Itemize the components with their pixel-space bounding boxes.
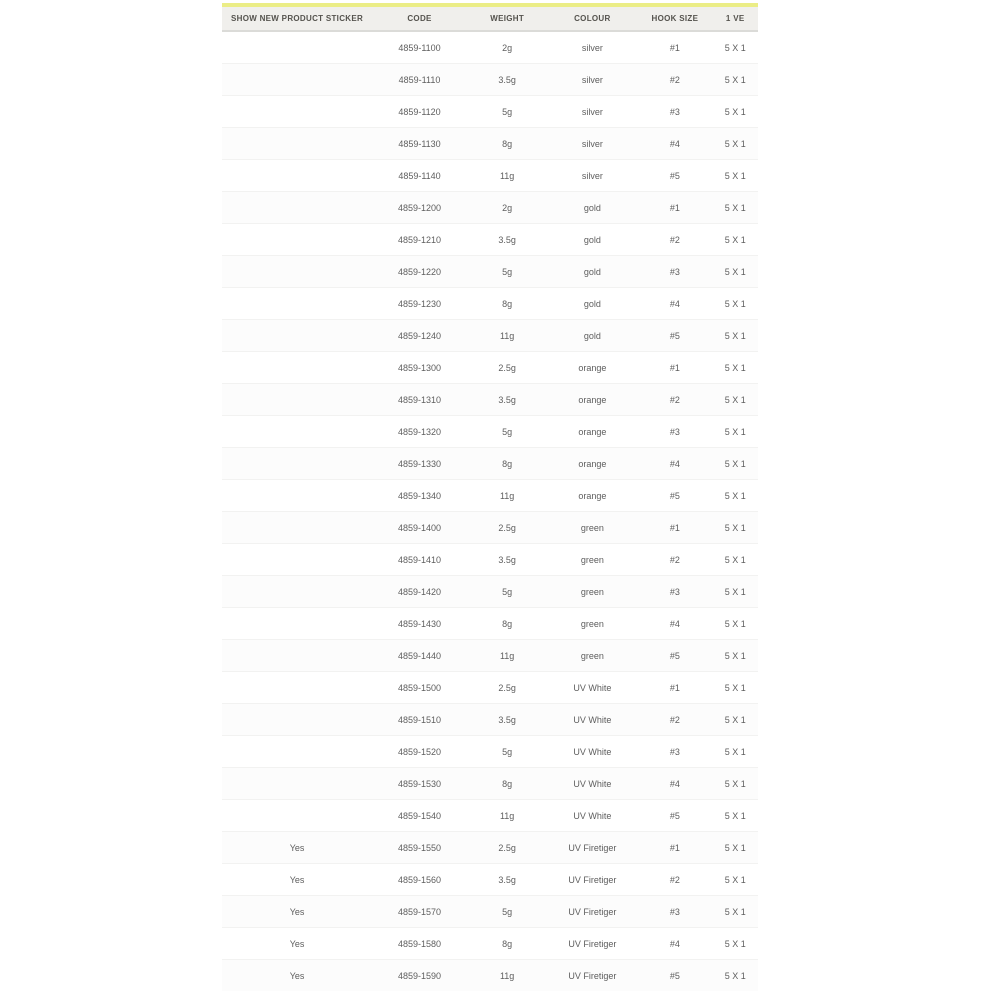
cell-code: 4859-1550 bbox=[372, 832, 467, 864]
cell-hook-size: #2 bbox=[637, 224, 712, 256]
cell-colour: green bbox=[547, 576, 637, 608]
cell-hook-size: #5 bbox=[637, 320, 712, 352]
cell-sticker: Yes bbox=[222, 864, 372, 896]
cell-ve: 5 X 1 bbox=[712, 192, 758, 224]
cell-code: 4859-1110 bbox=[372, 64, 467, 96]
cell-weight: 3.5g bbox=[467, 544, 547, 576]
cell-hook-size: #4 bbox=[637, 928, 712, 960]
cell-ve: 5 X 1 bbox=[712, 320, 758, 352]
cell-ve: 5 X 1 bbox=[712, 352, 758, 384]
table-row bbox=[222, 768, 758, 800]
cell-colour: orange bbox=[547, 480, 637, 512]
cell-hook-size: #4 bbox=[637, 288, 712, 320]
table-body bbox=[222, 31, 758, 991]
cell-hook-size: #2 bbox=[637, 544, 712, 576]
table-row bbox=[222, 544, 758, 576]
cell-code: 4859-1580 bbox=[372, 928, 467, 960]
table-row bbox=[222, 416, 758, 448]
cell-weight: 11g bbox=[467, 480, 547, 512]
cell-code: 4859-1130 bbox=[372, 128, 467, 160]
cell-sticker bbox=[222, 608, 372, 640]
cell-weight: 2g bbox=[502, 42, 513, 53]
cell-weight: 11g bbox=[467, 320, 547, 352]
table-row bbox=[222, 288, 758, 320]
cell-code: 4859-1340 bbox=[372, 480, 467, 512]
cell-colour: gold bbox=[547, 288, 637, 320]
table-row bbox=[222, 31, 758, 64]
cell-code: 4859-1400 bbox=[372, 512, 467, 544]
cell-ve: 5 X 1 bbox=[712, 544, 758, 576]
cell-weight: 5g bbox=[467, 896, 547, 928]
cell-colour: UV Firetiger bbox=[547, 832, 637, 864]
table-row bbox=[222, 384, 758, 416]
cell-code: 4859-1500 bbox=[372, 672, 467, 704]
cell-ve: 5 X 1 bbox=[712, 256, 758, 288]
table-row bbox=[222, 832, 758, 864]
cell-sticker bbox=[222, 576, 372, 608]
cell-weight: 3.5g bbox=[467, 64, 547, 96]
cell-code: 4859-1120 bbox=[372, 96, 467, 128]
cell-sticker bbox=[222, 128, 372, 160]
cell-colour: UV White bbox=[547, 672, 637, 704]
table-row bbox=[222, 480, 758, 512]
cell-ve: 5 X 1 bbox=[712, 928, 758, 960]
cell-sticker bbox=[222, 320, 372, 352]
cell-code: 4859-1410 bbox=[372, 544, 467, 576]
column-header-weight: WEIGHT bbox=[467, 7, 547, 31]
cell-hook-size: #1 bbox=[637, 672, 712, 704]
cell-ve: 5 X 1 bbox=[712, 160, 758, 192]
product-table bbox=[222, 7, 758, 991]
cell-sticker bbox=[222, 288, 372, 320]
cell-ve: 5 X 1 bbox=[712, 224, 758, 256]
cell-code: 4859-1440 bbox=[372, 640, 467, 672]
cell-weight: 5g bbox=[467, 416, 547, 448]
cell-hook-size: #4 bbox=[637, 768, 712, 800]
table-row bbox=[222, 256, 758, 288]
cell-code: 4859-1430 bbox=[372, 608, 467, 640]
cell-hook-size: #3 bbox=[637, 96, 712, 128]
cell-code: 4859-1540 bbox=[372, 800, 467, 832]
cell-hook-size: #3 bbox=[637, 576, 712, 608]
cell-code: 4859-1420 bbox=[372, 576, 467, 608]
cell-ve: 5 X 1 bbox=[712, 64, 758, 96]
table-row bbox=[222, 192, 758, 224]
cell-colour: gold bbox=[547, 320, 637, 352]
cell-code: 4859-1220 bbox=[372, 256, 467, 288]
cell-weight: 3.5g bbox=[467, 224, 547, 256]
cell-ve: 5 X 1 bbox=[712, 960, 758, 992]
cell-weight: 8g bbox=[467, 768, 547, 800]
cell-colour: UV White bbox=[547, 736, 637, 768]
column-header-code: CODE bbox=[372, 7, 467, 31]
table-row bbox=[222, 96, 758, 128]
table-row bbox=[222, 512, 758, 544]
cell-ve: 5 X 1 bbox=[712, 768, 758, 800]
cell-weight: 8g bbox=[467, 608, 547, 640]
cell-code: 4859-1230 bbox=[372, 288, 467, 320]
table-row bbox=[222, 736, 758, 768]
cell-weight: 8g bbox=[467, 288, 547, 320]
table-row bbox=[222, 928, 758, 960]
column-header-ve: 1 VE bbox=[712, 7, 758, 31]
cell-colour: UV White bbox=[547, 800, 637, 832]
cell-hook-size: #3 bbox=[637, 416, 712, 448]
table-row bbox=[222, 800, 758, 832]
cell-weight: 11g bbox=[467, 640, 547, 672]
cell-code: 4859-1100 bbox=[398, 42, 441, 53]
cell-code: 4859-1310 bbox=[372, 384, 467, 416]
table-row bbox=[222, 896, 758, 928]
cell-colour: silver bbox=[547, 96, 637, 128]
table-row bbox=[222, 352, 758, 384]
cell-ve: 5 X 1 bbox=[712, 640, 758, 672]
table-row bbox=[222, 128, 758, 160]
cell-weight: 2.5g bbox=[467, 672, 547, 704]
cell-code: 4859-1320 bbox=[372, 416, 467, 448]
cell-weight: 5g bbox=[467, 96, 547, 128]
cell-ve: 5 X 1 bbox=[712, 448, 758, 480]
cell-colour: UV White bbox=[547, 704, 637, 736]
cell-weight: 2.5g bbox=[467, 512, 547, 544]
cell-sticker bbox=[222, 672, 372, 704]
cell-code: 4859-1520 bbox=[372, 736, 467, 768]
cell-weight: 5g bbox=[467, 256, 547, 288]
cell-ve: 5 X 1 bbox=[712, 416, 758, 448]
cell-sticker bbox=[222, 96, 372, 128]
cell-code: 4859-1300 bbox=[372, 352, 467, 384]
cell-hook-size: #5 bbox=[637, 160, 712, 192]
cell-hook-size: #3 bbox=[637, 896, 712, 928]
cell-code: 4859-1200 bbox=[372, 192, 467, 224]
cell-hook-size: #4 bbox=[637, 448, 712, 480]
cell-weight: 11g bbox=[467, 160, 547, 192]
cell-colour: UV White bbox=[547, 768, 637, 800]
cell-ve: 5 X 1 bbox=[712, 832, 758, 864]
cell-hook-size: #1 bbox=[637, 832, 712, 864]
cell-sticker: Yes bbox=[222, 896, 372, 928]
cell-sticker bbox=[222, 352, 372, 384]
table-row bbox=[222, 960, 758, 992]
cell-colour: gold bbox=[547, 256, 637, 288]
table-row bbox=[222, 640, 758, 672]
cell-ve: 5 X 1 bbox=[712, 672, 758, 704]
cell-ve: 5 X 1 bbox=[712, 800, 758, 832]
cell-ve: 5 X 1 bbox=[712, 864, 758, 896]
table-row bbox=[222, 224, 758, 256]
column-header-colour: COLOUR bbox=[547, 7, 637, 31]
cell-ve: 5 X 1 bbox=[712, 480, 758, 512]
cell-colour: orange bbox=[547, 352, 637, 384]
cell-hook-size: #2 bbox=[637, 864, 712, 896]
cell-code: 4859-1590 bbox=[372, 960, 467, 992]
table-row bbox=[222, 608, 758, 640]
cell-hook-size: #3 bbox=[637, 256, 712, 288]
cell-hook-size: #2 bbox=[637, 384, 712, 416]
table-row bbox=[222, 576, 758, 608]
cell-colour: UV Firetiger bbox=[547, 864, 637, 896]
product-spec-section bbox=[222, 3, 758, 991]
cell-colour: UV Firetiger bbox=[547, 928, 637, 960]
cell-ve: 5 X 1 bbox=[712, 384, 758, 416]
cell-sticker bbox=[222, 64, 372, 96]
cell-colour: silver bbox=[547, 64, 637, 96]
cell-weight: 5g bbox=[467, 736, 547, 768]
table-row bbox=[222, 672, 758, 704]
table-row bbox=[222, 320, 758, 352]
cell-hook-size: #1 bbox=[637, 512, 712, 544]
cell-weight: 2.5g bbox=[467, 832, 547, 864]
cell-hook-size: #4 bbox=[637, 608, 712, 640]
cell-ve: 5 X 1 bbox=[712, 704, 758, 736]
cell-sticker bbox=[222, 384, 372, 416]
cell-sticker bbox=[222, 416, 372, 448]
table-row bbox=[222, 704, 758, 736]
cell-colour: silver bbox=[581, 42, 603, 53]
cell-sticker bbox=[222, 512, 372, 544]
cell-code: 4859-1210 bbox=[372, 224, 467, 256]
cell-weight: 2.5g bbox=[467, 352, 547, 384]
cell-sticker bbox=[222, 768, 372, 800]
cell-sticker bbox=[222, 256, 372, 288]
column-header-sticker: SHOW NEW PRODUCT STICKER bbox=[222, 7, 372, 31]
cell-hook-size: #5 bbox=[637, 960, 712, 992]
cell-hook-size: #5 bbox=[637, 800, 712, 832]
cell-colour: orange bbox=[547, 448, 637, 480]
cell-colour: silver bbox=[547, 128, 637, 160]
cell-weight: 8g bbox=[467, 448, 547, 480]
cell-weight: 2g bbox=[467, 192, 547, 224]
cell-sticker: Yes bbox=[222, 832, 372, 864]
table-row bbox=[222, 160, 758, 192]
table-row bbox=[222, 448, 758, 480]
cell-ve: 5 X 1 bbox=[712, 288, 758, 320]
cell-code: 4859-1330 bbox=[372, 448, 467, 480]
table-row bbox=[222, 64, 758, 96]
cell-colour: UV Firetiger bbox=[547, 960, 637, 992]
cell-colour: orange bbox=[547, 416, 637, 448]
cell-weight: 3.5g bbox=[467, 704, 547, 736]
cell-sticker bbox=[222, 544, 372, 576]
cell-hook-size: #4 bbox=[637, 128, 712, 160]
cell-hook-size: #1 bbox=[669, 42, 680, 53]
cell-ve: 5 X 1 bbox=[712, 96, 758, 128]
cell-colour: green bbox=[547, 640, 637, 672]
cell-hook-size: #5 bbox=[637, 640, 712, 672]
column-header-hook-size: HOOK SIZE bbox=[637, 7, 712, 31]
cell-ve: 5 X 1 bbox=[712, 128, 758, 160]
cell-sticker bbox=[222, 704, 372, 736]
cell-sticker bbox=[222, 736, 372, 768]
cell-colour: silver bbox=[547, 160, 637, 192]
cell-sticker bbox=[222, 192, 372, 224]
cell-weight: 3.5g bbox=[467, 384, 547, 416]
cell-weight: 3.5g bbox=[467, 864, 547, 896]
table-row bbox=[222, 864, 758, 896]
cell-code: 4859-1510 bbox=[372, 704, 467, 736]
cell-sticker: Yes bbox=[222, 928, 372, 960]
cell-code: 4859-1560 bbox=[372, 864, 467, 896]
cell-colour: orange bbox=[547, 384, 637, 416]
cell-sticker bbox=[222, 224, 372, 256]
cell-hook-size: #2 bbox=[637, 704, 712, 736]
cell-code: 4859-1570 bbox=[372, 896, 467, 928]
cell-ve: 5 X 1 bbox=[724, 42, 746, 53]
cell-sticker bbox=[222, 480, 372, 512]
cell-ve: 5 X 1 bbox=[712, 896, 758, 928]
cell-sticker: Yes bbox=[222, 960, 372, 992]
cell-colour: green bbox=[547, 512, 637, 544]
cell-colour: UV Firetiger bbox=[547, 896, 637, 928]
cell-hook-size: #1 bbox=[637, 192, 712, 224]
cell-colour: gold bbox=[547, 192, 637, 224]
cell-sticker bbox=[222, 448, 372, 480]
cell-colour: green bbox=[547, 608, 637, 640]
cell-weight: 8g bbox=[467, 928, 547, 960]
table-header-row bbox=[222, 7, 758, 31]
cell-code: 4859-1140 bbox=[372, 160, 467, 192]
cell-sticker bbox=[222, 160, 372, 192]
cell-hook-size: #3 bbox=[637, 736, 712, 768]
cell-hook-size: #5 bbox=[637, 480, 712, 512]
cell-weight: 5g bbox=[467, 576, 547, 608]
cell-ve: 5 X 1 bbox=[712, 576, 758, 608]
cell-sticker bbox=[222, 640, 372, 672]
cell-hook-size: #1 bbox=[637, 352, 712, 384]
cell-code: 4859-1530 bbox=[372, 768, 467, 800]
cell-sticker bbox=[222, 800, 372, 832]
cell-colour: green bbox=[547, 544, 637, 576]
cell-weight: 11g bbox=[467, 800, 547, 832]
cell-ve: 5 X 1 bbox=[712, 512, 758, 544]
cell-ve: 5 X 1 bbox=[712, 736, 758, 768]
cell-weight: 11g bbox=[467, 960, 547, 992]
cell-sticker bbox=[222, 31, 372, 64]
cell-colour: gold bbox=[547, 224, 637, 256]
cell-ve: 5 X 1 bbox=[712, 608, 758, 640]
cell-code: 4859-1240 bbox=[372, 320, 467, 352]
cell-hook-size: #2 bbox=[637, 64, 712, 96]
cell-weight: 8g bbox=[467, 128, 547, 160]
